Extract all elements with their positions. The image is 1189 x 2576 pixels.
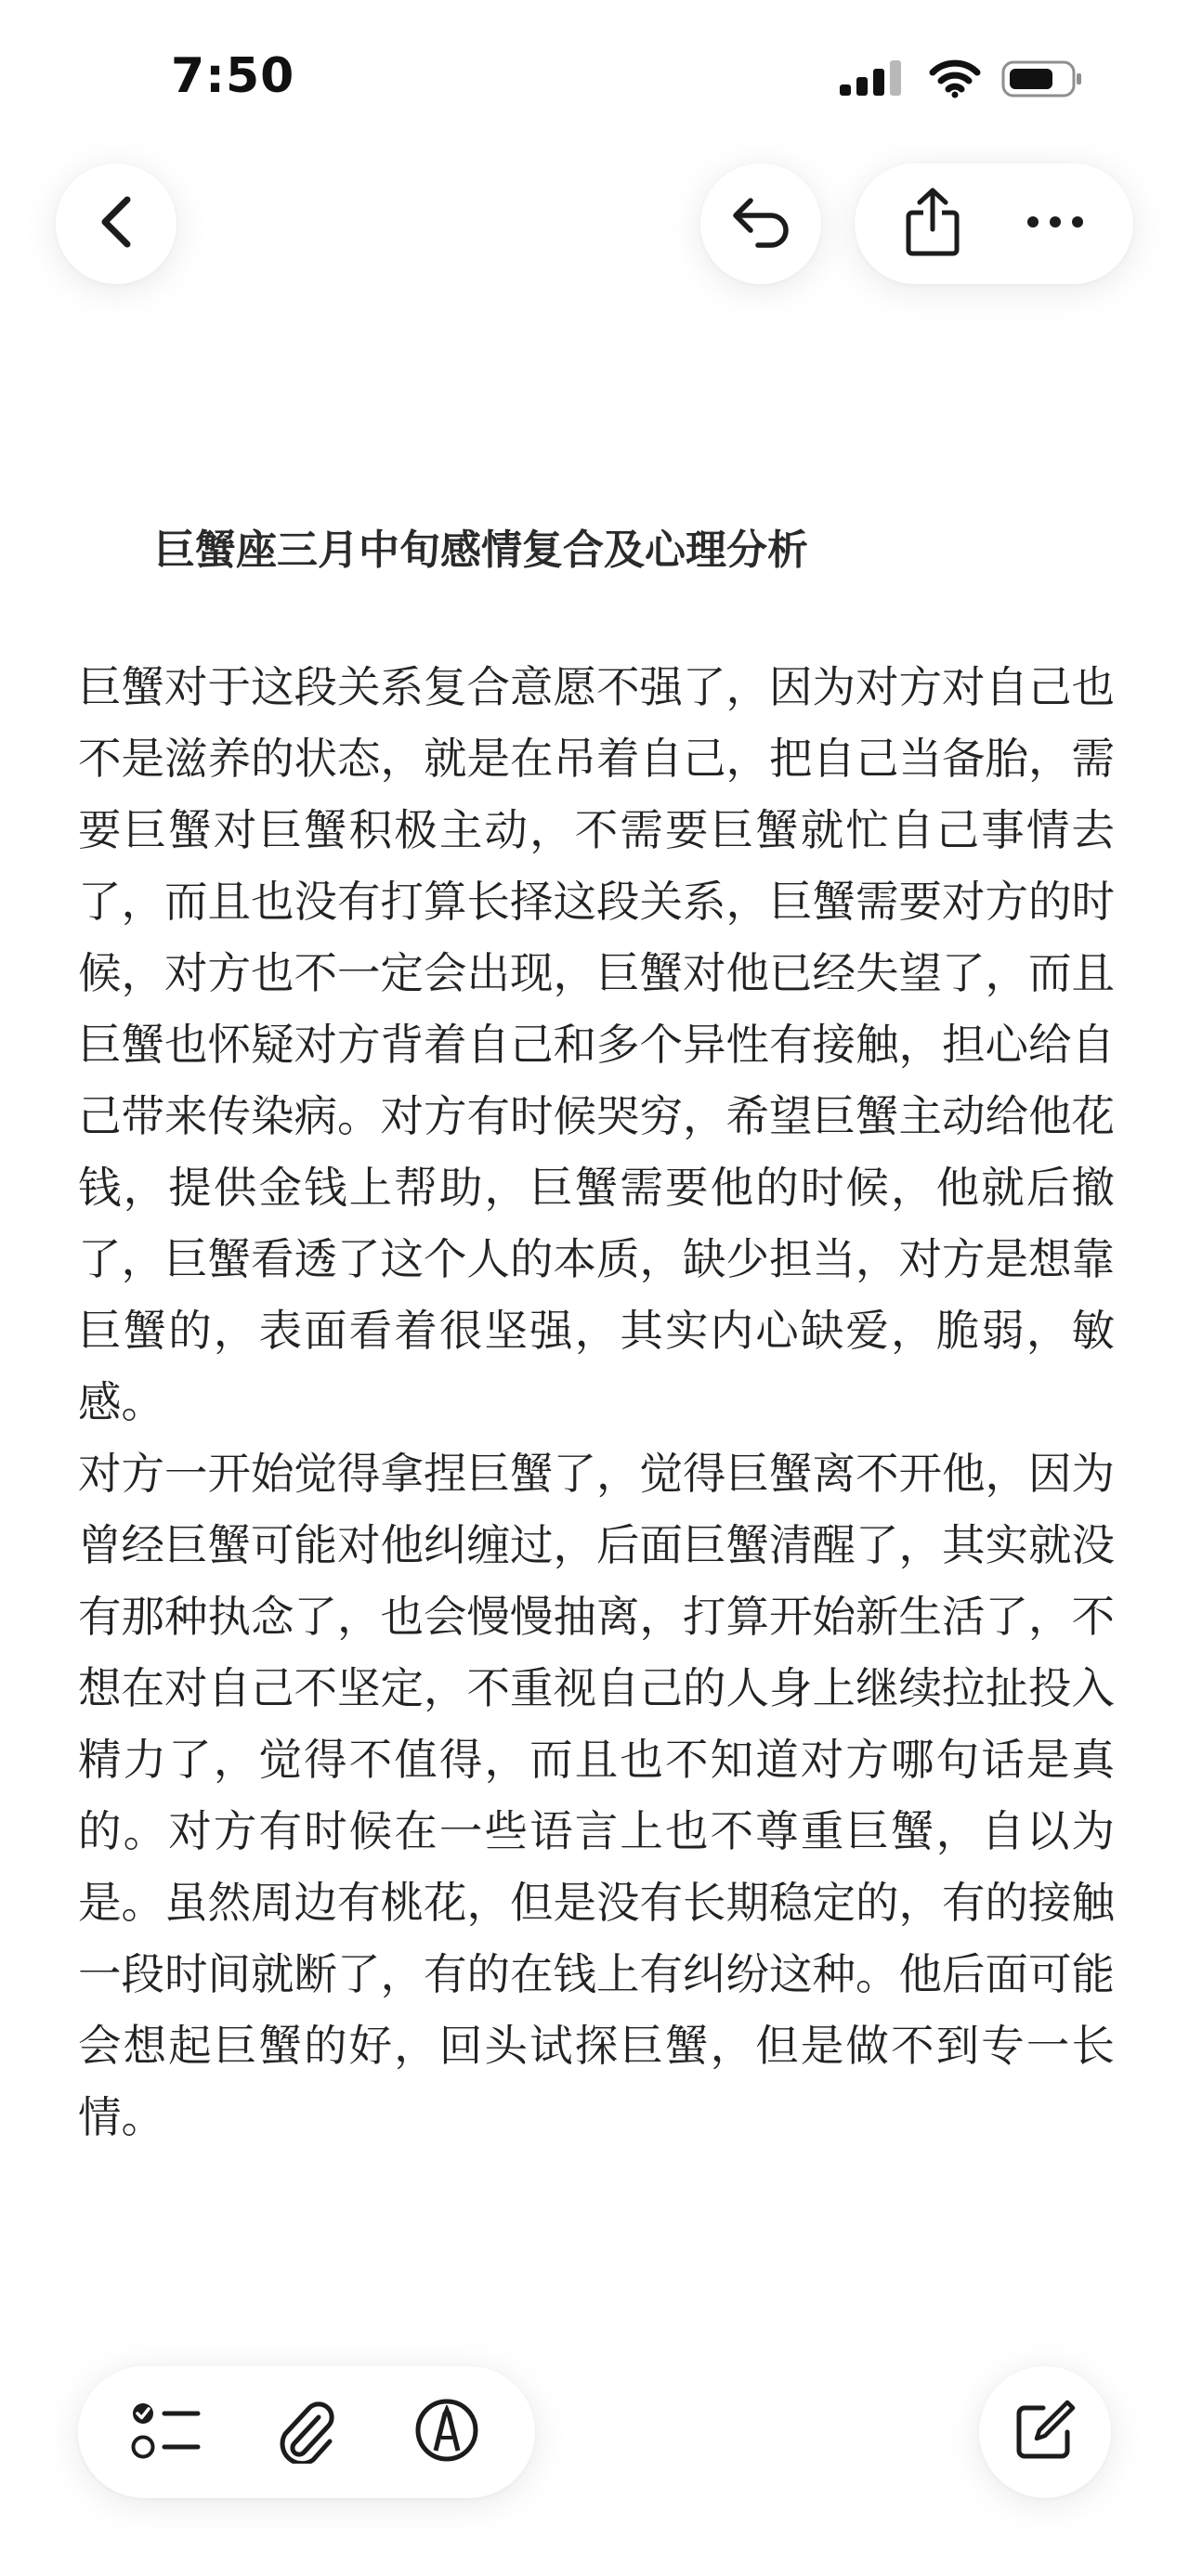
note-title[interactable]: 巨蟹座三月中旬感情复合及心理分析: [154, 527, 808, 574]
battery-icon: [1001, 59, 1085, 102]
status-time: 7:50: [171, 48, 295, 104]
markup-button[interactable]: [396, 2381, 498, 2483]
chevron-left-icon: [94, 194, 138, 254]
status-bar: [0, 0, 1189, 139]
note-actions-group: [855, 163, 1133, 284]
undo-icon: [730, 195, 791, 253]
checklist-button[interactable]: [115, 2381, 217, 2483]
undo-button[interactable]: [700, 163, 821, 284]
note-paragraph: 巨蟹对于这段关系复合意愿不强了，因为对方对自己也不是滋养的状态，就是在吊着自己，把自己当备胎，需要巨蟹对巨蟹积极主动，不需要巨蟹就忙自己事情去了，而且也没有打算长择这段关系，巨蟹需要对方的时候，对方也不一定会出现，巨蟹对他已经失望了，而且巨蟹也怀疑对方背着自己和多个异性有接触，担心给自己带来传染病。对方有时候哭穷，希望巨蟹主动给他花钱，提供金钱上帮助，巨蟹需要他的时候，他就后撤了，巨蟹看透了这个人的本质，缺少担当，对方是想靠巨蟹的，表面看着很坚强，其实内心缺爱，脆弱，敏感。: [78, 662, 1115, 1427]
more-icon: [1026, 215, 1085, 233]
bottom-toolbar: [78, 2366, 535, 2498]
note-paragraph: 对方一开始觉得拿捏巨蟹了，觉得巨蟹离不开他，因为曾经巨蟹可能对他纠缠过，后面巨蟹清醒了，其实就没有那种执念了，也会慢慢抽离，打算开始新生活了，不想在对自己不坚定，不重视自己的人身上继续拉扯投入精力了，觉得不值得，而且也不知道对方哪句话是真的。对方有时候在一些语言上也不尊重巨蟹，自以为是。虽然周边有桃花，但是没有长期稳定的，有的接触一段时间就断了，有的在钱上有纠纷这种。他后面可能会想起巨蟹的好，回头试探巨蟹，但是做不到专一长情。: [78, 1449, 1115, 2142]
compose-button[interactable]: [979, 2366, 1111, 2498]
paperclip-icon: [276, 2397, 337, 2467]
note-body[interactable]: [78, 652, 1115, 2153]
wifi-icon: [929, 59, 981, 102]
compose-icon: [1013, 2399, 1077, 2465]
share-icon: [905, 187, 960, 261]
status-icons: [840, 59, 1085, 102]
markup-pen-icon: [413, 2397, 480, 2467]
back-button[interactable]: [56, 163, 176, 284]
signal-icon: [840, 60, 908, 101]
share-button[interactable]: [882, 173, 984, 275]
attachment-button[interactable]: [255, 2381, 358, 2483]
checklist-icon: [131, 2400, 202, 2465]
more-button[interactable]: [1004, 173, 1106, 275]
